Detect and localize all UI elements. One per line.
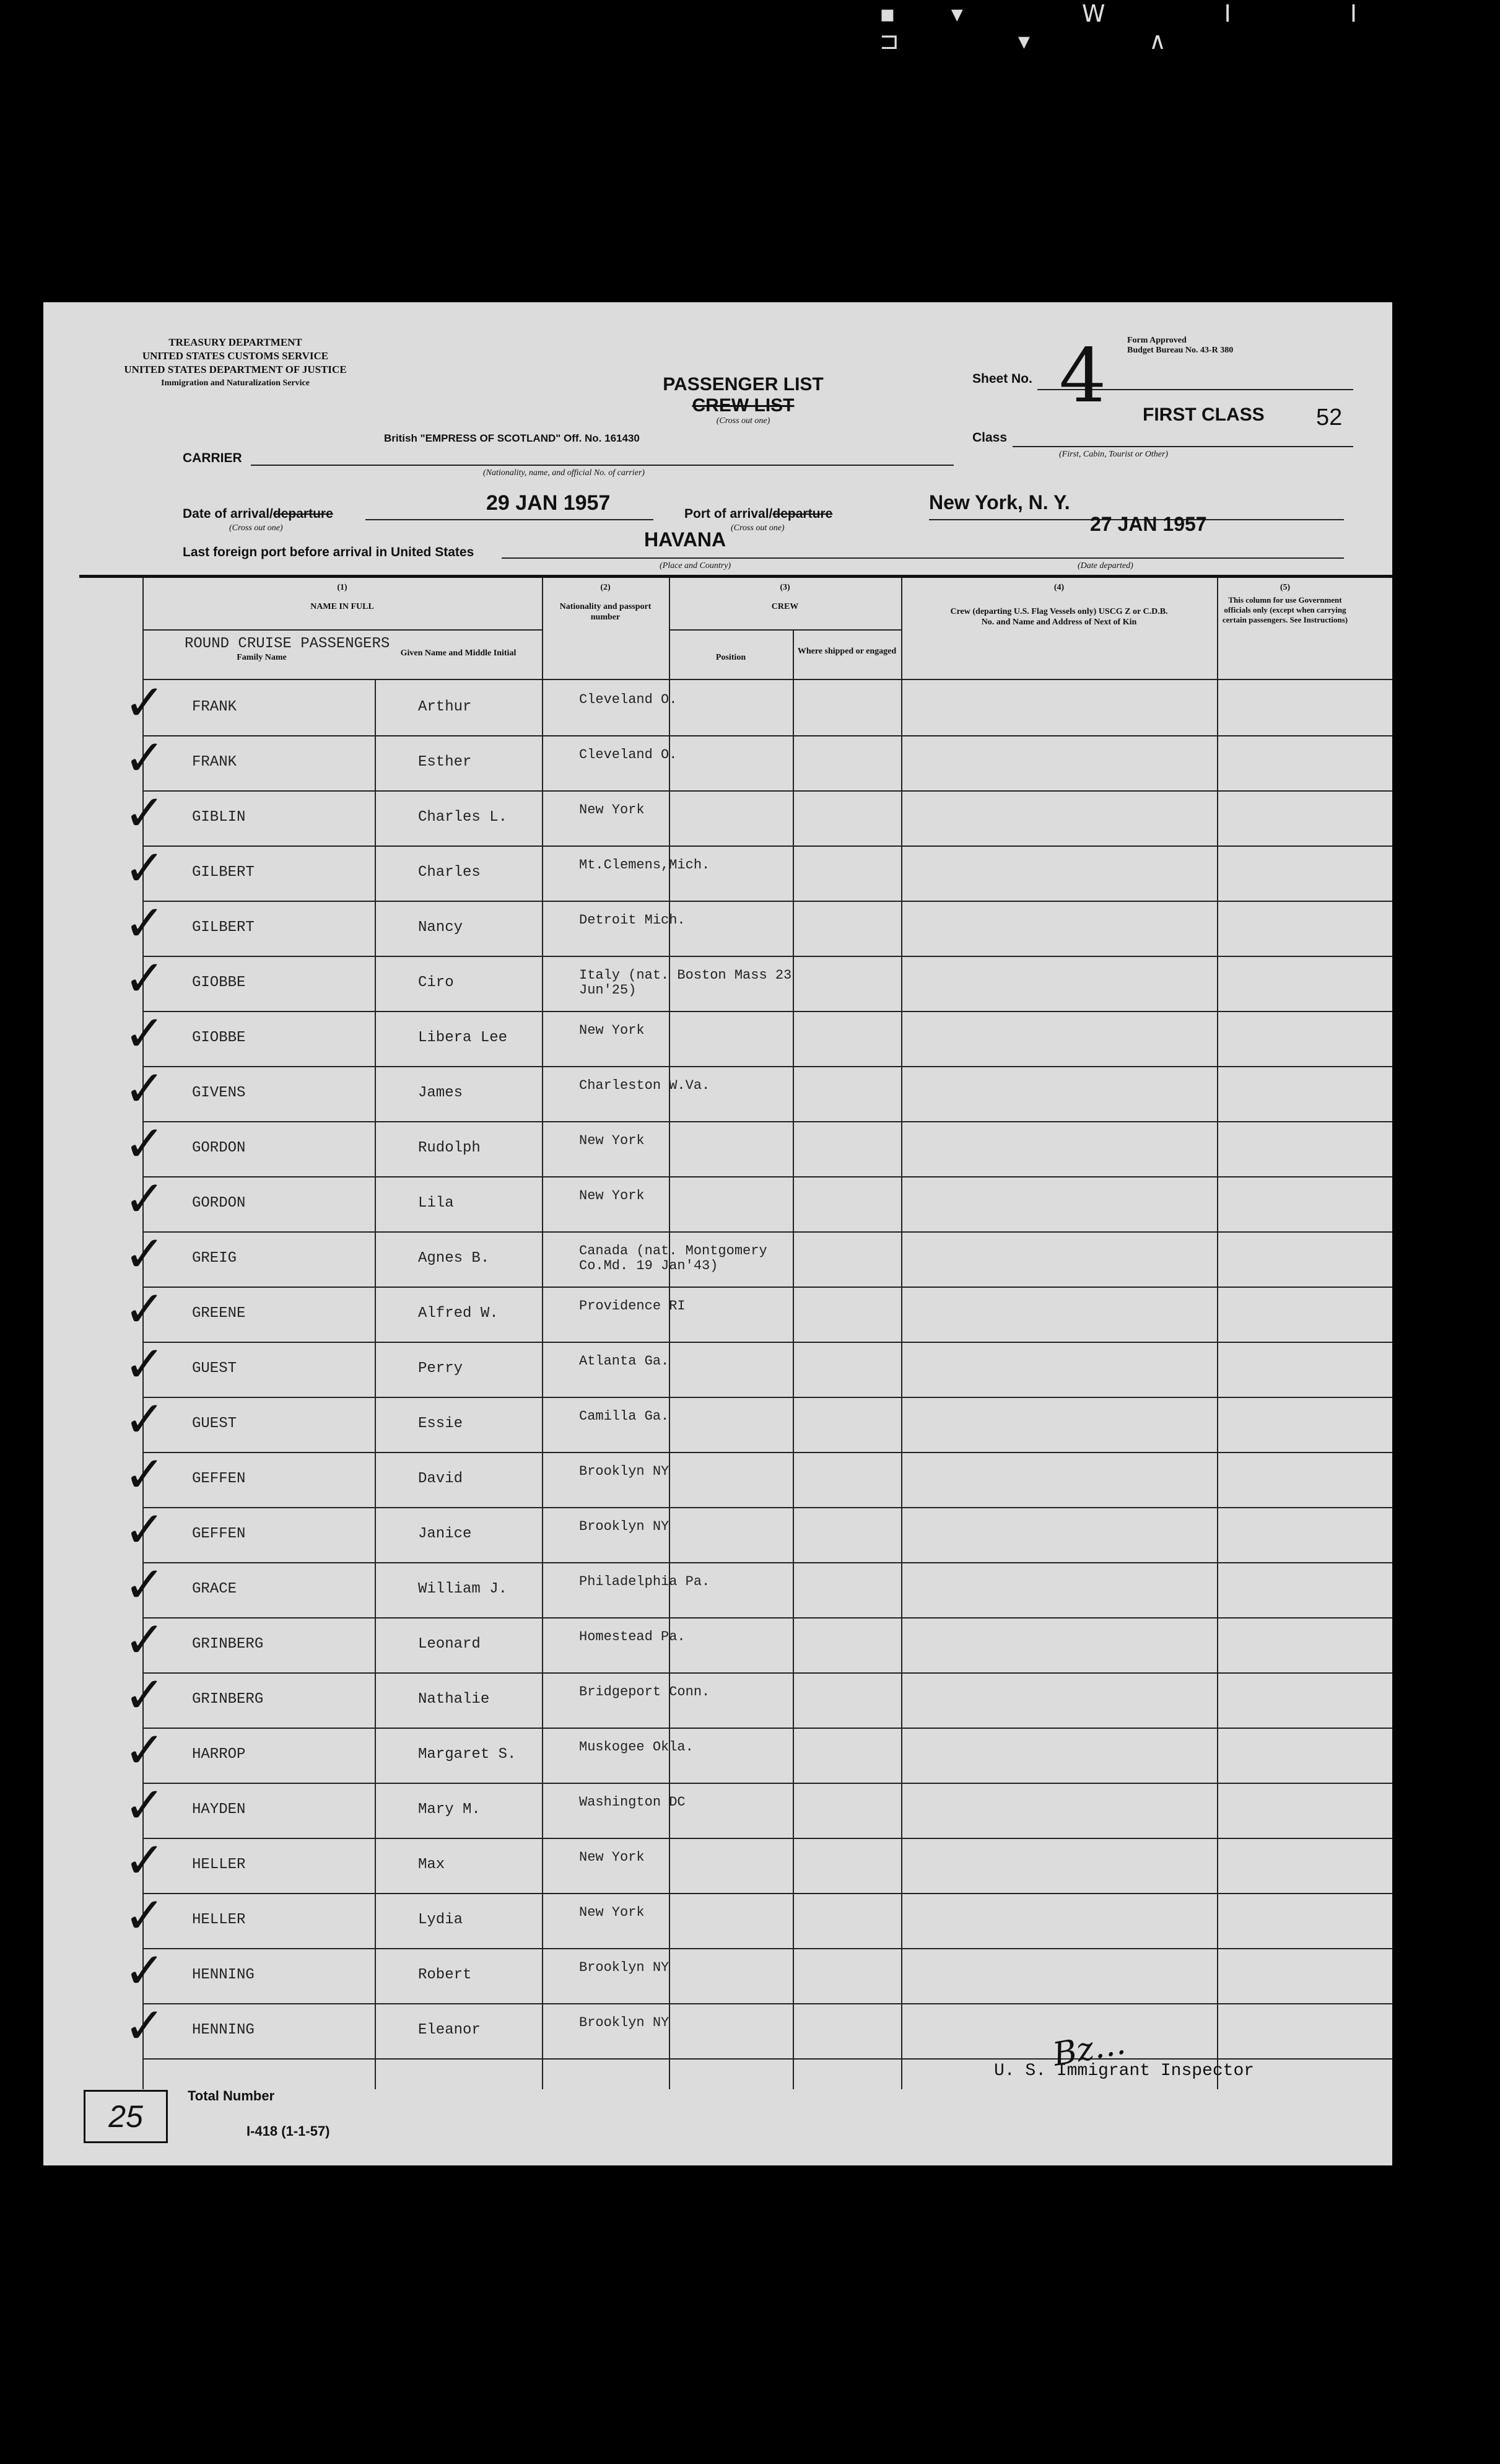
family-name-cell: GIVENS — [192, 1085, 246, 1101]
agency-line: UNITED STATES DEPARTMENT OF JUSTICE — [124, 364, 347, 375]
given-name-cell: Essie — [418, 1415, 463, 1432]
given-name-cell: Nathalie — [418, 1691, 490, 1708]
class-line — [1013, 446, 1353, 447]
check-mark-icon: ✓ — [124, 1501, 166, 1558]
nationality-cell: Providence RI — [579, 1298, 686, 1314]
nationality-cell: New York — [579, 1905, 645, 1920]
table-row — [142, 902, 1392, 957]
table-row — [142, 1012, 1392, 1067]
family-name-cell: GILBERT — [192, 864, 255, 881]
date-label-struck: departure — [273, 507, 333, 521]
scan-marks: ▪▾ W I I ⊐ ▾ ∧ — [879, 0, 1413, 55]
date-departed-note: (Date departed) — [1078, 561, 1133, 570]
family-name-cell: GORDON — [192, 1140, 246, 1156]
given-name-cell: Mary M. — [418, 1801, 481, 1818]
date-departed-line — [932, 557, 1344, 559]
table-row — [142, 1508, 1392, 1563]
family-name-cell: GIOBBE — [192, 1029, 246, 1046]
given-name-cell: Charles L. — [418, 809, 508, 826]
date-label — [183, 507, 333, 522]
check-mark-icon: ✓ — [124, 839, 166, 897]
port-label — [684, 507, 832, 522]
agency-header — [43, 336, 427, 390]
crew-list-struck: CREW LIST — [692, 395, 795, 416]
form-approved-line: Budget Bureau No. 43-R 380 — [1127, 346, 1234, 355]
given-name-cell: Libera Lee — [418, 1029, 508, 1046]
last-port-value: HAVANA — [644, 528, 726, 551]
sheet-label: Sheet No. — [972, 372, 1032, 386]
given-name-cell: Arthur — [418, 699, 472, 715]
table-row — [142, 1563, 1392, 1619]
table-row — [142, 1729, 1392, 1784]
nationality-cell: Brooklyn NY — [579, 1464, 669, 1479]
carrier-note: (Nationality, name, and official No. of carrier) — [483, 468, 645, 478]
table-row — [142, 1949, 1392, 2004]
col1-number: (1) — [337, 583, 347, 592]
arrival-port: New York, N. Y. — [929, 491, 1070, 513]
family-name-cell: GILBERT — [192, 919, 255, 936]
family-name-cell: HENNING — [192, 1967, 255, 1983]
col2-number: (2) — [600, 583, 611, 592]
check-mark-icon: ✓ — [124, 1335, 166, 1393]
family-name-cell: GEFFEN — [192, 1526, 246, 1542]
carrier-label: CARRIER — [183, 451, 242, 465]
table-row — [142, 1343, 1392, 1398]
col3-title: CREW — [771, 602, 799, 611]
sheet-number: 4 — [1059, 333, 1107, 419]
nationality-cell: Homestead Pa. — [579, 1629, 686, 1645]
table-row — [142, 2004, 1392, 2060]
col5-title: This column for use Government officials only (except when carrying certain passengers. See Instructions) — [1222, 595, 1348, 624]
table-row — [142, 1894, 1392, 1949]
family-name-cell: GREIG — [192, 1250, 237, 1267]
check-mark-icon: ✓ — [124, 894, 166, 952]
table-row — [142, 1177, 1392, 1233]
col1-title: NAME IN FULL — [310, 602, 374, 611]
date-departed: 27 JAN 1957 — [1090, 513, 1207, 535]
family-name-cell: GIBLIN — [192, 809, 246, 826]
check-mark-icon: ✓ — [124, 1225, 166, 1283]
family-name-cell: GREENE — [192, 1305, 246, 1322]
col5-header — [1220, 582, 1350, 625]
check-mark-icon: ✓ — [124, 784, 166, 842]
table-row — [142, 1674, 1392, 1729]
table-row — [142, 792, 1392, 847]
table-row — [142, 1453, 1392, 1508]
arrival-date: 29 JAN 1957 — [486, 491, 611, 515]
form-approved — [1127, 336, 1233, 356]
col2-header — [545, 582, 666, 623]
table-row — [142, 1839, 1392, 1894]
date-line — [365, 519, 653, 520]
nationality-cell: New York — [579, 1023, 645, 1038]
carrier-value: British "EMPRESS OF SCOTLAND" Off. No. 161430 — [384, 432, 640, 444]
given-name-cell: William J. — [418, 1581, 508, 1597]
table-row — [142, 1398, 1392, 1453]
check-mark-icon: ✓ — [124, 1446, 166, 1503]
family-name-cell: FRANK — [192, 754, 237, 771]
given-name-cell: Eleanor — [418, 2022, 481, 2038]
family-name-cell: HARROP — [192, 1746, 246, 1763]
port-label-struck: departure — [772, 507, 833, 521]
given-name-header: Given Name and Middle Initial — [400, 649, 517, 658]
nationality-cell: Cleveland O. — [579, 747, 678, 762]
inspector-title: U. S. Immigrant Inspector — [994, 2061, 1255, 2081]
header-rule — [142, 629, 542, 631]
given-name-cell: Perry — [418, 1360, 463, 1377]
nationality-cell: Brooklyn NY — [579, 2015, 669, 2030]
table-row — [142, 1288, 1392, 1343]
given-name-cell: David — [418, 1470, 463, 1487]
given-name-cell: Charles — [418, 864, 481, 881]
nationality-cell: Washington DC — [579, 1794, 686, 1810]
family-name-cell: GEFFEN — [192, 1470, 246, 1487]
check-mark-icon: ✓ — [124, 1997, 166, 2055]
nationality-cell: Muskogee Okla. — [579, 1739, 694, 1755]
table-row — [142, 1122, 1392, 1177]
table-row — [142, 1619, 1392, 1674]
family-name-cell: HELLER — [192, 1856, 246, 1873]
total-label: Total Number — [188, 2088, 275, 2104]
nationality-cell: Detroit Mich. — [579, 912, 686, 928]
col5-number: (5) — [1280, 583, 1291, 592]
agency-line: Immigration and Naturalization Service — [161, 378, 310, 388]
given-name-cell: Ciro — [418, 974, 454, 991]
nationality-cell: Italy (nat. Boston Mass 23 Jun'25) — [579, 968, 792, 998]
col1-header — [142, 582, 542, 612]
col3-header — [669, 582, 901, 612]
given-name-cell: Rudolph — [418, 1140, 481, 1156]
passenger-list-sheet — [43, 302, 1392, 2165]
nationality-cell: Charleston W.Va. — [579, 1078, 710, 1093]
inspector-signature: Bz… — [1050, 2024, 1128, 2074]
check-mark-icon: ✓ — [124, 1556, 166, 1614]
class-label: Class — [972, 430, 1008, 445]
table-top-rule — [79, 575, 1392, 578]
agency-line: TREASURY DEPARTMENT — [168, 336, 302, 348]
check-mark-icon: ✓ — [124, 674, 166, 732]
col3-number: (3) — [780, 583, 790, 592]
nationality-cell: New York — [579, 1850, 645, 1865]
check-mark-icon: ✓ — [124, 1060, 166, 1117]
given-name-cell: Lila — [418, 1195, 454, 1212]
family-name-cell: HENNING — [192, 2022, 255, 2038]
cross-out-note: (Cross out one) — [716, 416, 770, 426]
nationality-cell: New York — [579, 802, 645, 818]
table-row — [142, 847, 1392, 902]
family-name-cell: GIOBBE — [192, 974, 246, 991]
place-note: (Place and Country) — [660, 561, 731, 570]
family-name-cell: FRANK — [192, 699, 237, 715]
check-mark-icon: ✓ — [124, 1280, 166, 1338]
nationality-cell: Philadelphia Pa. — [579, 1574, 710, 1589]
family-name-cell: GORDON — [192, 1195, 246, 1212]
last-port-line — [502, 557, 957, 559]
check-mark-icon: ✓ — [124, 1666, 166, 1724]
carrier-line — [251, 465, 954, 466]
family-name-header: Family Name — [237, 653, 287, 662]
page-number: 52 — [1316, 404, 1343, 430]
list-title — [588, 374, 898, 426]
section-note: ROUND CRUISE PASSENGERS — [185, 636, 390, 652]
check-mark-icon: ✓ — [124, 1115, 166, 1173]
given-name-cell: James — [418, 1085, 463, 1101]
header-rule — [669, 629, 901, 631]
check-mark-icon: ✓ — [124, 729, 166, 787]
given-name-cell: Margaret S. — [418, 1746, 517, 1763]
check-mark-icon: ✓ — [124, 1611, 166, 1669]
nationality-cell: Canada (nat. Montgomery Co.Md. 19 Jan'43) — [579, 1243, 767, 1274]
port-label-text: Port of arrival/ — [684, 507, 773, 521]
where-shipped-header: Where shipped or engaged — [797, 647, 897, 656]
passenger-list-title: PASSENGER LIST — [663, 374, 824, 395]
family-name-cell: GRACE — [192, 1581, 237, 1597]
nationality-cell: Atlanta Ga. — [579, 1353, 669, 1369]
date-cross-note: (Cross out one) — [229, 523, 283, 533]
check-mark-icon: ✓ — [124, 1776, 166, 1834]
nationality-cell: Brooklyn NY — [579, 1960, 669, 1975]
nationality-cell: Brooklyn NY — [579, 1519, 669, 1534]
family-name-cell: HAYDEN — [192, 1801, 246, 1818]
check-mark-icon: ✓ — [124, 1832, 166, 1889]
date-label-text: Date of arrival/ — [183, 507, 273, 521]
col2-title: Nationality and passport number — [559, 602, 652, 622]
given-name-cell: Janice — [418, 1526, 472, 1542]
col4-header — [904, 582, 1214, 627]
given-name-cell: Max — [418, 1856, 445, 1873]
header-bottom-rule — [142, 679, 1392, 680]
check-mark-icon: ✓ — [124, 1887, 166, 1944]
form-approved-line: Form Approved — [1127, 336, 1187, 345]
given-name-cell: Robert — [418, 1967, 472, 1983]
given-name-cell: Esther — [418, 754, 472, 771]
table-row — [142, 736, 1392, 792]
last-port-label: Last foreign port before arrival in United States — [183, 545, 474, 559]
form-number: I-418 (1-1-57) — [246, 2123, 330, 2139]
port-cross-note: (Cross out one) — [731, 523, 785, 533]
family-name-cell: GRINBERG — [192, 1636, 264, 1653]
col4-title: Crew (departing U.S. Flag Vessels only) USCG Z or C.D.B. No. and Name and Address of Next of Kin — [950, 607, 1168, 627]
family-name-cell: HELLER — [192, 1911, 246, 1928]
family-name-cell: GRINBERG — [192, 1691, 264, 1708]
given-name-cell: Leonard — [418, 1636, 481, 1653]
check-mark-icon: ✓ — [124, 1005, 166, 1062]
given-name-cell: Agnes B. — [418, 1250, 490, 1267]
table-row — [142, 1067, 1392, 1122]
agency-line: UNITED STATES CUSTOMS SERVICE — [142, 350, 329, 362]
family-name-cell: GUEST — [192, 1360, 237, 1377]
check-mark-icon: ✓ — [124, 1721, 166, 1779]
given-name-cell: Alfred W. — [418, 1305, 499, 1322]
check-mark-icon: ✓ — [124, 1170, 166, 1228]
family-name-cell: GUEST — [192, 1415, 237, 1432]
class-value: FIRST CLASS — [1143, 404, 1265, 425]
check-mark-icon: ✓ — [124, 950, 166, 1007]
given-name-cell: Lydia — [418, 1911, 463, 1928]
nationality-cell: New York — [579, 1133, 645, 1148]
class-note: (First, Cabin, Tourist or Other) — [1059, 450, 1169, 459]
nationality-cell: Camilla Ga. — [579, 1409, 669, 1424]
table-row — [142, 681, 1392, 736]
given-name-cell: Nancy — [418, 919, 463, 936]
nationality-cell: Bridgeport Conn. — [579, 1684, 710, 1700]
position-header: Position — [715, 653, 746, 662]
total-number-box: 25 — [84, 2090, 168, 2143]
nationality-cell: New York — [579, 1188, 645, 1204]
nationality-cell: Cleveland O. — [579, 692, 678, 707]
table-row — [142, 1784, 1392, 1839]
check-mark-icon: ✓ — [124, 1942, 166, 1999]
col4-number: (4) — [1053, 583, 1065, 592]
nationality-cell: Mt.Clemens,Mich. — [579, 857, 710, 873]
check-mark-icon: ✓ — [124, 1391, 166, 1448]
